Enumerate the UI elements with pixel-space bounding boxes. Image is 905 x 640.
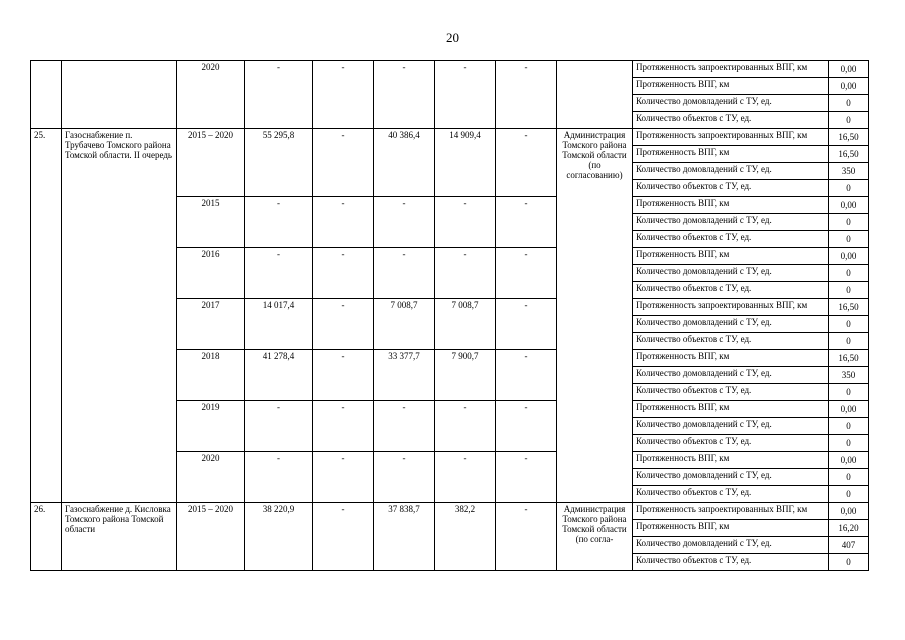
indicator-label: Количество объектов с ТУ, ед.	[633, 112, 829, 129]
indicator-value: 0	[829, 418, 869, 435]
indicator-label: Количество объектов с ТУ, ед.	[633, 486, 829, 503]
indicator-label: Количество домовладений с ТУ, ед.	[633, 163, 829, 180]
funding-value-2: -	[313, 129, 374, 197]
funding-value-5: -	[496, 401, 557, 452]
indicator-value: 0	[829, 282, 869, 299]
indicator-label: Количество объектов с ТУ, ед.	[633, 384, 829, 401]
item-name: Газоснабжение п. Трубачево Томского района Томской области. II очередь	[62, 129, 177, 503]
indicator-label: Протяженность запроектированных ВПГ, км	[633, 61, 829, 78]
funding-value-3: -	[374, 452, 435, 503]
period-year: 2015 – 2020	[177, 129, 245, 197]
funding-value-2: -	[313, 299, 374, 350]
indicator-label: Количество объектов с ТУ, ед.	[633, 435, 829, 452]
table-row	[31, 503, 869, 520]
funding-value-1: -	[245, 401, 313, 452]
indicator-value: 0,00	[829, 248, 869, 265]
funding-value-5: -	[496, 61, 557, 129]
indicator-value: 0	[829, 265, 869, 282]
funding-value-1: -	[245, 197, 313, 248]
funding-value-5: -	[496, 503, 557, 571]
executor	[557, 61, 633, 129]
item-number: 26.	[31, 503, 62, 571]
item-number	[31, 61, 62, 129]
period-year: 2016	[177, 248, 245, 299]
funding-value-1: -	[245, 248, 313, 299]
indicator-label: Количество домовладений с ТУ, ед.	[633, 265, 829, 282]
funding-value-4: 7 008,7	[435, 299, 496, 350]
period-year: 2017	[177, 299, 245, 350]
funding-value-5: -	[496, 299, 557, 350]
period-year: 2020	[177, 452, 245, 503]
funding-value-4: -	[435, 61, 496, 129]
item-number: 25.	[31, 129, 62, 503]
funding-value-5: -	[496, 197, 557, 248]
funding-value-3: 40 386,4	[374, 129, 435, 197]
funding-value-3: 7 008,7	[374, 299, 435, 350]
indicator-label: Протяженность запроектированных ВПГ, км	[633, 299, 829, 316]
indicator-value: 0	[829, 231, 869, 248]
indicator-label: Количество домовладений с ТУ, ед.	[633, 418, 829, 435]
indicator-label: Количество домовладений с ТУ, ед.	[633, 537, 829, 554]
table-row	[31, 129, 869, 146]
indicator-value: 0	[829, 486, 869, 503]
period-year: 2018	[177, 350, 245, 401]
indicator-value: 16,50	[829, 146, 869, 163]
indicator-label: Количество объектов с ТУ, ед.	[633, 282, 829, 299]
period-year: 2015	[177, 197, 245, 248]
period-year: 2019	[177, 401, 245, 452]
indicator-label: Протяженность ВПГ, км	[633, 350, 829, 367]
indicator-value: 350	[829, 163, 869, 180]
indicator-label: Протяженность ВПГ, км	[633, 78, 829, 95]
indicator-label: Количество объектов с ТУ, ед.	[633, 333, 829, 350]
indicator-label: Количество домовладений с ТУ, ед.	[633, 214, 829, 231]
indicator-value: 0	[829, 435, 869, 452]
indicator-value: 0	[829, 95, 869, 112]
indicator-label: Количество домовладений с ТУ, ед.	[633, 469, 829, 486]
funding-value-4: -	[435, 197, 496, 248]
indicator-label: Протяженность запроектированных ВПГ, км	[633, 129, 829, 146]
indicator-value: 16,20	[829, 520, 869, 537]
funding-value-3: -	[374, 197, 435, 248]
indicator-value: 0,00	[829, 197, 869, 214]
item-name: Газоснабжение д. Кисловка Томского района Томской области	[62, 503, 177, 571]
funding-value-4: 14 909,4	[435, 129, 496, 197]
page-number: 20	[446, 30, 459, 45]
funding-value-2: -	[313, 350, 374, 401]
indicator-label: Протяженность запроектированных ВПГ, км	[633, 503, 829, 520]
indicator-value: 0	[829, 112, 869, 129]
indicator-value: 0,00	[829, 78, 869, 95]
executor: Администрация Томского района Томской области (по согласованию)	[557, 129, 633, 503]
indicator-label: Количество домовладений с ТУ, ед.	[633, 316, 829, 333]
funding-value-1: 41 278,4	[245, 350, 313, 401]
indicator-value: 0	[829, 469, 869, 486]
indicator-value: 0,00	[829, 503, 869, 520]
funding-value-5: -	[496, 248, 557, 299]
indicator-value: 16,50	[829, 299, 869, 316]
indicator-value: 16,50	[829, 350, 869, 367]
indicator-label: Количество домовладений с ТУ, ед.	[633, 95, 829, 112]
executor: Администрация Томского района Томской области (по согла-	[557, 503, 633, 571]
funding-value-1: 14 017,4	[245, 299, 313, 350]
indicator-value: 16,50	[829, 129, 869, 146]
indicator-value: 0	[829, 316, 869, 333]
funding-value-3: 33 377,7	[374, 350, 435, 401]
indicator-label: Количество объектов с ТУ, ед.	[633, 554, 829, 571]
funding-value-2: -	[313, 197, 374, 248]
funding-value-2: -	[313, 61, 374, 129]
funding-value-1: 38 220,9	[245, 503, 313, 571]
funding-value-2: -	[313, 248, 374, 299]
indicator-value: 350	[829, 367, 869, 384]
funding-value-2: -	[313, 401, 374, 452]
funding-value-1: 55 295,8	[245, 129, 313, 197]
funding-value-4: 7 900,7	[435, 350, 496, 401]
indicator-value: 0,00	[829, 452, 869, 469]
indicator-value: 0	[829, 180, 869, 197]
indicator-label: Протяженность ВПГ, км	[633, 248, 829, 265]
funding-value-5: -	[496, 452, 557, 503]
indicator-label: Протяженность ВПГ, км	[633, 401, 829, 418]
table-row	[31, 61, 869, 78]
indicator-label: Количество домовладений с ТУ, ед.	[633, 367, 829, 384]
funding-value-4: 382,2	[435, 503, 496, 571]
funding-value-1: -	[245, 61, 313, 129]
indicator-label: Протяженность ВПГ, км	[633, 146, 829, 163]
indicator-value: 0,00	[829, 401, 869, 418]
funding-value-3: -	[374, 401, 435, 452]
indicator-label: Протяженность ВПГ, км	[633, 197, 829, 214]
funding-value-4: -	[435, 401, 496, 452]
indicator-label: Протяженность ВПГ, км	[633, 452, 829, 469]
program-table	[30, 60, 869, 571]
period-year: 2015 – 2020	[177, 503, 245, 571]
funding-value-2: -	[313, 503, 374, 571]
indicator-label: Количество объектов с ТУ, ед.	[633, 231, 829, 248]
indicator-value: 0	[829, 214, 869, 231]
indicator-label: Протяженность ВПГ, км	[633, 520, 829, 537]
indicator-value: 0	[829, 384, 869, 401]
indicator-value: 0	[829, 554, 869, 571]
funding-value-1: -	[245, 452, 313, 503]
period-year: 2020	[177, 61, 245, 129]
indicator-value: 0,00	[829, 61, 869, 78]
funding-value-3: -	[374, 61, 435, 129]
indicator-value: 0	[829, 333, 869, 350]
indicator-value: 407	[829, 537, 869, 554]
funding-value-5: -	[496, 129, 557, 197]
funding-value-4: -	[435, 248, 496, 299]
indicator-label: Количество объектов с ТУ, ед.	[633, 180, 829, 197]
funding-value-5: -	[496, 350, 557, 401]
funding-value-2: -	[313, 452, 374, 503]
funding-value-4: -	[435, 452, 496, 503]
funding-value-3: -	[374, 248, 435, 299]
item-name	[62, 61, 177, 129]
funding-value-3: 37 838,7	[374, 503, 435, 571]
